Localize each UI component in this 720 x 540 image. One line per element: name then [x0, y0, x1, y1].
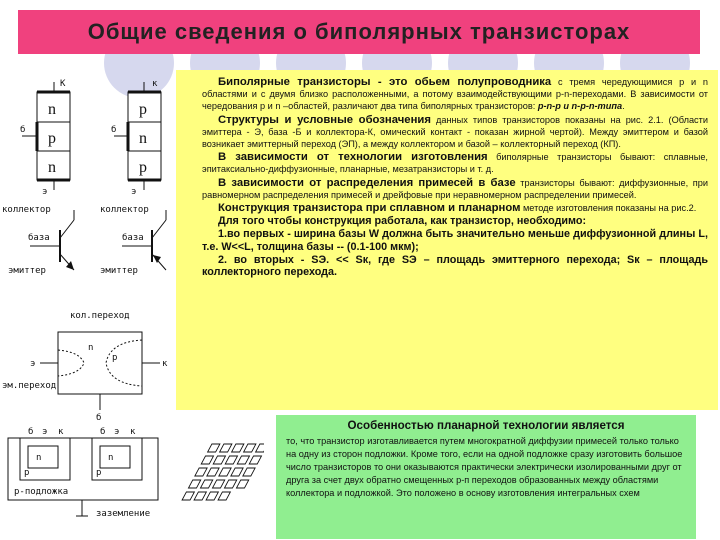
planar-transistor-diagram [8, 426, 158, 519]
planar-b1: б [28, 427, 34, 437]
npn-symbol [2, 205, 74, 276]
planar-e1: э [42, 427, 48, 437]
npn-symbol-base: база [28, 233, 50, 243]
pnp-symbol-collector: коллектор [100, 205, 149, 215]
pnp-cell-1: p [139, 101, 147, 118]
p1-types: p-n-p и n-p-n-типа [537, 101, 623, 112]
planar-ground-label: заземление [96, 509, 151, 519]
title-bar [18, 10, 700, 54]
pnp-symbol-emitter: эмиттер [100, 266, 138, 276]
p3-text: биполярные транзисторы бывают: сплавные, эпитаксиально-диффузионные, планарные, мезатранзисторы и т. д. [202, 152, 708, 175]
planar-k1: к [58, 427, 64, 437]
alloy-base-b: б [96, 413, 102, 423]
pnp-cell-3: p [139, 159, 147, 176]
alloy-transistor-diagram [2, 311, 168, 423]
main-paragraph-4 [202, 177, 708, 201]
npn-cell-1: n [48, 101, 56, 118]
p2-text: данных типов транзисторов показаны на рис. 2.1. (Области эмиттера - Э, база -Б и коллектора-К, омический контакт - показан жирной чертой). Между эмиттером и базой возникает эмиттерный переход (ЭП), а между коллектором и базой – коллекторный переход (КП). [202, 114, 708, 150]
alloy-collector-k: к [162, 359, 168, 369]
alloy-p-label: р [112, 353, 118, 363]
page-title: Общие сведения о биполярных транзисторах [87, 19, 631, 44]
npn-base-label: б [20, 125, 26, 135]
planar-n2: n [108, 453, 114, 463]
planar-e2: э [114, 427, 120, 437]
npn-cell-2: p [48, 130, 56, 147]
planar-n1: n [36, 453, 42, 463]
main-paragraph-3 [202, 151, 708, 175]
pnp-base-label: б [111, 125, 117, 135]
main-paragraph-7: 1.во первых - ширина базы W должна быть значительно меньше диффузионной длины L, т.е. W<<L, толщина базы -- (0.1-100 мкм); [202, 228, 708, 253]
planar-technology-box [276, 415, 696, 539]
npn-symbol-emitter: эмиттер [8, 266, 46, 276]
pnp-symbol [100, 205, 166, 276]
pnp-cell-2: n [139, 130, 147, 147]
main-paragraph-6: Для того чтобы конструкция работала, как транзистор, необходимо: [218, 215, 587, 228]
p4-text: транзисторы бывают: диффузионные, при равномерном распределения примесей и дрейфовые при неравномерном распределении примесей. [202, 177, 708, 200]
pnp-collector-label: к [152, 79, 158, 89]
pnp-symbol-base: база [122, 233, 144, 243]
npn-symbol-collector: коллектор [2, 205, 51, 215]
main-paragraph-8: 2. во вторых - SЭ. << Sк, где SЭ – площадь эмиттерного перехода; Sк – площадь коллекторного перехода. [202, 253, 708, 279]
transistor-figures [0, 70, 180, 540]
p5-heading: Конструкция транзистора при сплавном и планарном [218, 202, 521, 215]
planar-p1: р [24, 468, 30, 478]
npn-emitter-label: э [42, 187, 48, 197]
pnp-structure [111, 79, 161, 197]
p5-text: методе изготовления показаны на рис.2. [520, 203, 697, 214]
planar-p2: р [96, 468, 102, 478]
main-paragraph-5 [202, 202, 708, 214]
p2-heading: Структуры и условные обозначения [218, 113, 431, 126]
planar-substrate-label: р-подложка [14, 487, 69, 497]
p1-heading: Биполярные транзисторы - это обьем полупроводника [218, 76, 552, 88]
p1-text: с тремя чередующимися р и n областями и с двумя близко расположенными, а потому взаимодействующими p-n-переходами. В зависимости от чередования р и n –областей, различают два типа биполярных транзисторов: [202, 77, 708, 112]
alloy-n-label: n [88, 343, 94, 353]
planar-b2: б [100, 427, 106, 437]
p1-end: . [622, 101, 625, 112]
planar-k2: к [130, 427, 136, 437]
main-paragraph-2 [202, 114, 708, 151]
main-text-box [176, 70, 718, 410]
npn-collector-label: К [60, 79, 66, 89]
npn-structure [20, 79, 70, 197]
wafer-grid-illustration [180, 440, 264, 512]
alloy-emitter-junction-label: эм.переход [2, 381, 57, 391]
planar-technology-heading: Особенностью планарной технологии является [347, 419, 625, 432]
pnp-emitter-label: э [131, 187, 137, 197]
alloy-emitter-e: э [30, 359, 36, 369]
p3-heading: В зависимости от технологии изготовления [218, 151, 488, 164]
npn-cell-3: n [48, 159, 56, 176]
planar-technology-text: то, что транзистор изготавливается путем многократной диффузии примесей только только на одну из сторон подложки. Кроме того, если на одной подложке сразу изготовить большое число транзисторов то они оказываются практически электрически изолированными друг от друга за счет двух обратно смещенных р-п переходов образованных между областями коллектора и подложкой. Это положено в основу изготовления интегральных схем [286, 436, 683, 498]
alloy-collector-junction-label: кол.переход [70, 311, 130, 321]
main-paragraph-1 [202, 76, 708, 113]
p4-heading: В зависимости от распределения примесей в базе [218, 176, 516, 189]
